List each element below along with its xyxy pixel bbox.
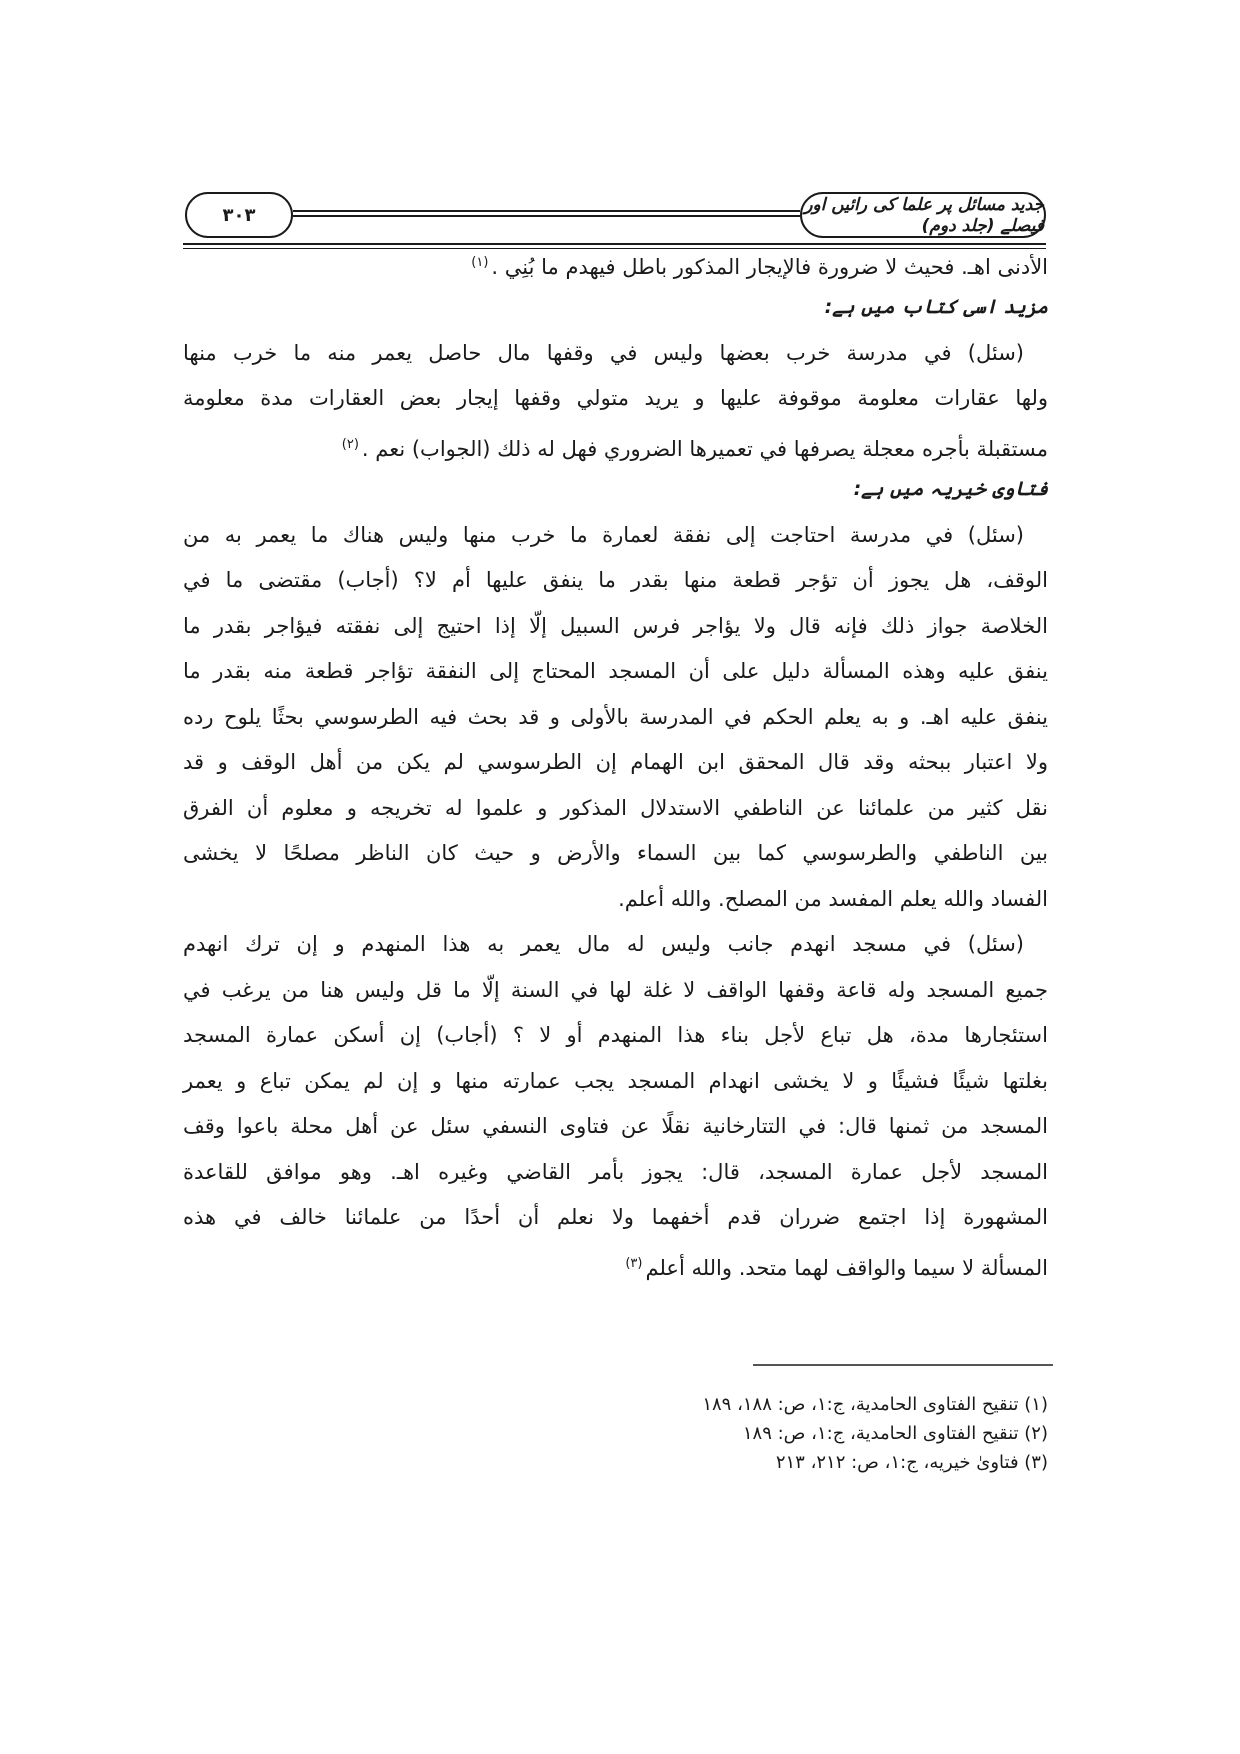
- footnotes: [600, 1390, 1048, 1477]
- text-line: المشهورة إذا اجتمع ضرران قدم أخفهما ولا نعلم أن أحدًا من علمائنا خالف في هذه: [183, 1205, 1048, 1229]
- footnote-2: (٢) تنقيح الفتاوى الحامدية، ج:١، ص: ١٨٩: [742, 1423, 1048, 1444]
- footnote-marker-1: (١): [471, 254, 489, 270]
- text-line: المسجد لأجل عمارة المسجد، قال: يجوز بأمر القاضي وغيره اهـ. وهو موافق للقاعدة: [183, 1159, 1048, 1184]
- body-text: [183, 240, 1048, 1287]
- header-double-rule: [293, 210, 800, 217]
- text-line: الخلاصة جواز ذلك فإنه قال ولا يؤاجر فرس السبيل إلّا إذا احتيج إلى نفقته فيؤاجر بقدر ما: [183, 613, 1048, 638]
- text-line: بين الناطفي والطرسوسي كما بين السماء والأرض و حيث كان الناظر مصلحًا لا يخشى: [183, 841, 1048, 865]
- line-text: المسألة لا سيما والواقف لهما متحد. والله أعلم: [645, 1255, 1048, 1280]
- text-line: ولها عقارات معلومة موقوفة عليها و يريد متولي وقفها إيجار بعض العقارات مدة معلومة: [183, 386, 1048, 410]
- text-line: ينفق عليه اهـ. و به يعلم الحكم في المدرسة بالأولى و قد بحث فيه الطرسوسي بحثًا يلوح رده: [183, 704, 1048, 729]
- text-line: [183, 240, 1048, 286]
- footnote-separator: [753, 1364, 1053, 1366]
- footnote-marker-3: (٣): [625, 1255, 643, 1271]
- page-number-box: [185, 192, 293, 238]
- text-line: الوقف، هل يجوز أن تؤجر قطعة منها بقدر ما ينفق عليها أم لا؟ (أجاب) مقتضى ما في: [183, 568, 1048, 592]
- section-heading: مزید اسی کتاب میں ہے:: [824, 296, 1048, 318]
- text-line: ولا اعتبار ببحثه وقد قال المحقق ابن الهمام إن الطرسوسي لم يكن من أهل الوقف و قد: [183, 750, 1048, 774]
- text-line: [183, 422, 1048, 468]
- running-header-title: [800, 192, 1046, 238]
- text-line: (سئل) في مدرسة خرب بعضها وليس في وقفها مال حاصل يعمر منه ما خرب منها: [183, 340, 1024, 365]
- text-line: (سئل) في مدرسة احتاجت إلى نفقة لعمارة ما خرب منها وليس هناك ما يعمر به من: [183, 522, 1024, 547]
- footnote-3: (٣) فتاوىٰ خيريه، ج:١، ص: ٢١٢، ٢١٣: [775, 1452, 1048, 1473]
- text-line: المسجد من ثمنها قال: في التتارخانية نقلًا عن فتاوى النسفي سئل عن أهل محلة باعوا وقف: [183, 1114, 1048, 1138]
- text-line: استئجارها مدة، هل تباع لأجل بناء هذا المنهدم أو لا ؟ (أجاب) إن أسكن عمارة المسجد: [183, 1023, 1048, 1047]
- footnote-1: (١) تنقيح الفتاوى الحامدية، ج:١، ص: ١٨٨، ١٨٩: [702, 1394, 1048, 1415]
- text-line: الفساد والله يعلم المفسد من المصلح. والله أعلم.: [618, 886, 1048, 911]
- text-line: [183, 1241, 1048, 1287]
- book-title: جدید مسائل پر علما کی رائیں اور فیصلے (جلد دوم): [804, 194, 1044, 236]
- line-text: مستقبلة بأجره معجلة يصرفها في تعميرها الضروري فهل له ذلك (الجواب) نعم .: [361, 436, 1048, 461]
- text-line: بغلتها شيئًا فشيئًا و لا يخشى انهدام المسجد يجب عمارته منها و إن لم يمكن تباع و يعمر: [183, 1068, 1048, 1093]
- text-line: (سئل) في مسجد انهدم جانب وليس له مال يعمر به هذا المنهدم و إن ترك انهدم: [183, 932, 1024, 956]
- text-line: نقل كثير من علمائنا عن الناطفي الاستدلال المذكور و علموا له تخريجه و معلوم أن الفرق: [183, 795, 1048, 820]
- section-heading: فتاوی خیریہ میں ہے:: [853, 478, 1048, 500]
- text-line: جميع المسجد وله قاعة وقفها الواقف لا غلة لها في السنة إلّا ما قل وليس هنا من يرغب في: [183, 977, 1048, 1002]
- page-number: ٣٠٣: [222, 204, 256, 226]
- footnote-marker-2: (٢): [341, 436, 359, 452]
- line-text: الأدنى اهـ. فحيث لا ضرورة فالإيجار المذكور باطل فيهدم ما بُنِي .: [491, 254, 1048, 279]
- text-line: ينفق عليه وهذه المسألة دليل على أن المسجد المحتاج إلى النفقة تؤاجر قطعة منه بقدر ما: [183, 659, 1048, 683]
